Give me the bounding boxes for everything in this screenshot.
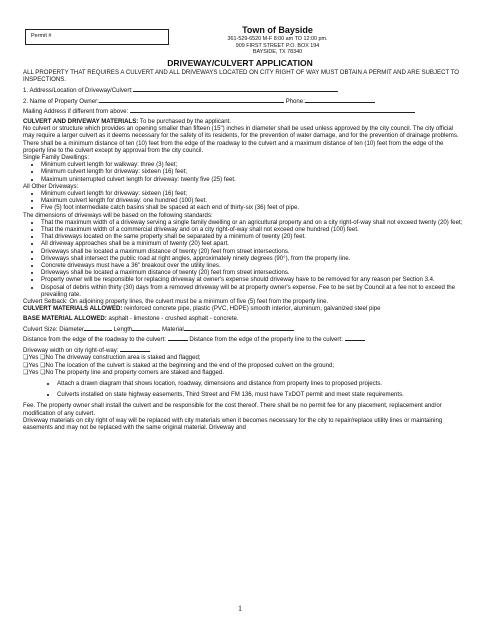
intro-text: ALL PROPERTY THAT REQUIRES A CULVERT AND ALL DRIVEWAYS LOCATED ON CITY RIGHT OF WAY MUST OBTAIN A PERMIT AND ARE SUBJECT TO INSPECTIONS. [23,69,460,84]
street-address: 909 FIRST STREET P.O. BOX 194 [235,42,320,49]
list-item: • Concrete driveways must have a 36" breakout over the utility lines. [41,262,463,269]
materials-heading: CULVERT AND DRIVEWAY MATERIALS: [23,118,139,126]
address-input-line[interactable] [133,86,338,92]
setback-text: Culvert Setback: On adjoining property lines, the culvert must be a minimum of five (5) feet from the property line. [23,298,329,306]
list-item: • Five (5) foot intermediate catch basins shall be spaced at each end of thirty-six (36) feet of pipe. [41,204,463,211]
permit-label: Permit # [31,33,52,39]
document-title: DRIVEWAY/CULVERT APPLICATION [167,58,313,68]
single-family-heading: Single Family Dwellings: [23,154,90,162]
phone-input-line[interactable] [305,97,375,103]
list-item: • Driveways shall intersect the public road at right angles, approximately ninety degrees (90°), from the property line. [41,255,463,262]
allowed-heading: CULVERT MATERIALS ALLOWED: [23,305,123,313]
list-item: • That driveways located on the same property shall be separated by a minimum of twenty (20) feet. [41,233,463,240]
material-input-line[interactable] [184,325,294,331]
town-header [175,25,380,56]
owner-label: 2. Name of Property Owner: [23,97,99,105]
fee-text: Fee. The property owner shall install the culvert and be responsible for the cost thereof. There shall be no permit fee for any placement, replacement and/or modification of any culvert. [23,402,442,417]
materials-note: To be purchased by the applicant. [138,118,232,126]
requirements-list [23,380,463,398]
owner-input-line[interactable] [99,97,284,103]
permit-number-box[interactable] [25,29,169,45]
list-item: • Attach a drawn diagram that shows location, roadway, dimensions and distance from property lines to proposed projects. [57,380,463,387]
list-item: • Minimum culvert length for driveway: sixteen (16) feet; [41,168,463,175]
base-text: asphalt - limestone - crushed asphalt - concrete. [106,315,239,322]
distance-roadway-input[interactable] [168,335,188,341]
list-item: • Driveways shall be located a maximum distance of twenty (20) feet from street intersections. [41,248,463,255]
city-state-zip: BAYSIDE, TX 78340 [252,49,303,56]
length-label: Length [113,325,133,333]
width-input-line[interactable] [120,346,150,352]
other-driveways-heading: All Other Driveways: [23,182,79,190]
base-materials [23,315,463,322]
culvert-paragraph: No culvert or structure which provides an opening smaller than fifteen (15") inches in diameter shall be used unless approved by the city council. The city official may require a larger culvert as it deems necessary for the safety of its residents, for the prevention of water damage, and for the prevention of drainage problems. There shall be a minimum distance of ten (10) feet from the edge of the roadway to the culvert and a maximum distance of ten (10) feet from the edge of the property line to the culvert except by approval from the city council. [23,125,459,154]
width-label: Driveway width on city right-of-way: [23,347,119,355]
other-driveways-list [23,190,463,212]
list-item: • Driveways shall be located a maximum distance of twenty (20) feet from street intersections. [41,269,463,276]
allowed-text: reinforced concrete pipe, plastic (PVC, HDPE) smooth interior, aluminum, galvanized steel pipe [122,305,381,313]
distance-row [23,335,463,343]
list-item: • Disposal of debris within thirty (30) days from a removed driveway will be at property owner's expense. Fee to be set by Council at a fee not to exceed the prevailing rate. [41,284,463,298]
document-body [23,69,463,431]
checkbox-row[interactable]: ❑Yes ❑No The property line and property corners are staked and flagged. [23,368,224,376]
checkbox-row[interactable]: ❑Yes ❑No The location of the culvert is staked at the beginning and the end of the proposed culvert on the ground; [23,361,335,369]
list-item: • Minimum culvert length for driveway: sixteen (16) feet; [41,190,463,197]
diameter-input-line[interactable] [84,325,112,331]
dimensions-list [23,219,463,298]
list-item: • Minimum culvert length for walkway: three (3) feet; [41,161,463,168]
checkbox-row[interactable]: ❑Yes ❑No The driveway construction area is staked and flagged; [23,354,201,362]
list-item: • Maximum culvert length for driveway: one hundred (100) feet. [41,197,463,204]
list-item: • That the maximum width of a commercial driveway and on a city right-of-way shall not exceed one hundred (100) feet. [41,226,463,233]
list-item: • Property owner will be responsible for replacing driveway at owner's expense should driveway have to be removed for any reason per Section 3.4. [41,276,463,283]
phone-hours: 361-529-6520 M-F 8:00 am TO 12:00 pm. [227,36,328,42]
distance-property-input[interactable] [345,335,365,341]
town-name: Town of Bayside [242,25,313,35]
material-label: Material [162,325,184,333]
replacement-text: Driveway materials on city right of way will be replaced with city materials when it becomes necessary for the city to repair/replace utility lines or maintaining easements and may not be replaced with the same original material. Driveway and [23,416,443,431]
allowed-materials [23,305,463,312]
width-row [23,346,463,354]
list-item: • Culverts installed on state highway easements, Third Street and FM 136, must have TxDOT permit and meet state requirements. [57,391,463,398]
distance-property-label: Distance from the edge of the property line to the culvert: [189,336,343,344]
single-family-list [23,161,463,183]
owner-field-row [23,97,463,105]
base-heading: BASE MATERIAL ALLOWED: [23,315,107,322]
address-label: 1. Address/Location of Driveway/Culvert: [23,86,133,94]
culvert-size-row [23,325,463,333]
list-item: • All driveway approaches shall be a minimum of twenty (20) feet apart. [41,240,463,247]
diameter-label: Culvert Size: Diameter [23,325,84,333]
list-item: • That the maximum width of a driveway serving a single family dwelling or an agricultural property and on a city right-of-way shall not exceed twenty (20) feet; [41,219,463,226]
dimensions-heading: The dimensions of driveways will be based on the following standards: [23,211,213,219]
distance-roadway-label: Distance from the edge of the roadway to the culvert: [23,336,166,344]
address-field-row [23,86,463,94]
mailing-input-line[interactable] [130,107,415,113]
page-number: 1 [238,604,242,613]
mailing-field-row [23,107,463,115]
materials-section [23,118,463,125]
length-input-line[interactable] [132,325,160,331]
mailing-label: Mailing Address if different from above: [23,108,129,116]
phone-label: Phone: [285,97,305,105]
list-item: • Maximum uninterrupted culvert length for driveway: twenty five (25) feet. [41,176,463,183]
